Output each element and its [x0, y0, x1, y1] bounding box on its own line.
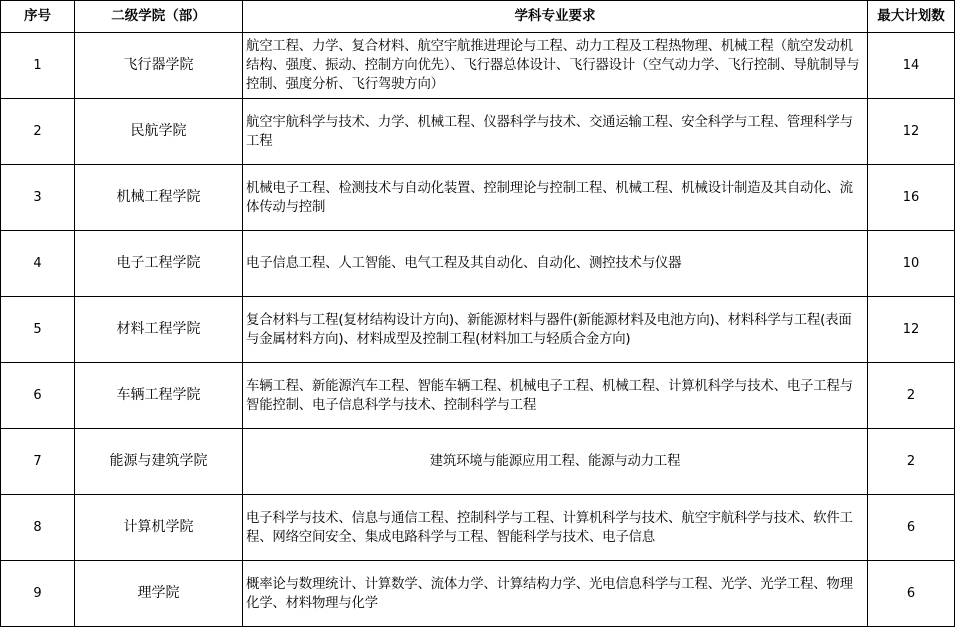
row-requirement: 车辆工程、新能源汽车工程、智能车辆工程、机械电子工程、机械工程、计算机科学与技术、电子工程与智能控制、电子信息科学与技术、控制科学与工程 [243, 363, 868, 429]
row-college: 电子工程学院 [75, 231, 243, 297]
row-serial-number: 2 [1, 99, 75, 165]
row-max-plan: 12 [868, 297, 955, 363]
row-requirement: 复合材料与工程(复材结构设计方向)、新能源材料与器件(新能源材料及电池方向)、材料科学与工程(表面与金属材料方向)、材料成型及控制工程(材料加工与轻质合金方向) [243, 297, 868, 363]
table-row [1, 363, 955, 429]
table-row [1, 297, 955, 363]
row-max-plan: 14 [868, 33, 955, 99]
row-serial-number: 8 [1, 495, 75, 561]
row-max-plan: 10 [868, 231, 955, 297]
row-requirement: 航空工程、力学、复合材料、航空宇航推进理论与工程、动力工程及工程热物理、机械工程（航空发动机结构、强度、振动、控制方向优先）、飞行器总体设计、飞行器设计（空气动力学、飞行控制、导航制导与控制、强度分析、飞行驾驶方向） [243, 33, 868, 99]
row-college: 材料工程学院 [75, 297, 243, 363]
row-requirement: 航空宇航科学与技术、力学、机械工程、仪器科学与技术、交通运输工程、安全科学与工程、管理科学与工程 [243, 99, 868, 165]
row-max-plan: 2 [868, 363, 955, 429]
row-college: 车辆工程学院 [75, 363, 243, 429]
row-college: 飞行器学院 [75, 33, 243, 99]
table-row [1, 231, 955, 297]
table-row [1, 165, 955, 231]
table-row [1, 429, 955, 495]
row-serial-number: 1 [1, 33, 75, 99]
row-college: 民航学院 [75, 99, 243, 165]
table-row [1, 33, 955, 99]
row-requirement: 电子科学与技术、信息与通信工程、控制科学与工程、计算机科学与技术、航空宇航科学与技术、软件工程、网络空间安全、集成电路科学与工程、智能科学与技术、电子信息 [243, 495, 868, 561]
header-max-plan: 最大计划数 [868, 1, 955, 33]
row-max-plan: 12 [868, 99, 955, 165]
row-requirement: 电子信息工程、人工智能、电气工程及其自动化、自动化、测控技术与仪器 [243, 231, 868, 297]
row-serial-number: 4 [1, 231, 75, 297]
row-max-plan: 6 [868, 495, 955, 561]
header-row [1, 1, 955, 33]
row-serial-number: 5 [1, 297, 75, 363]
row-requirement: 概率论与数理统计、计算数学、流体力学、计算结构力学、光电信息科学与工程、光学、光学工程、物理化学、材料物理与化学 [243, 561, 868, 627]
row-serial-number: 7 [1, 429, 75, 495]
row-college: 计算机学院 [75, 495, 243, 561]
header-college: 二级学院（部） [75, 1, 243, 33]
row-college: 机械工程学院 [75, 165, 243, 231]
row-serial-number: 3 [1, 165, 75, 231]
row-college: 能源与建筑学院 [75, 429, 243, 495]
row-serial-number: 9 [1, 561, 75, 627]
row-max-plan: 16 [868, 165, 955, 231]
table-row [1, 561, 955, 627]
table-row [1, 495, 955, 561]
row-max-plan: 2 [868, 429, 955, 495]
row-requirement: 建筑环境与能源应用工程、能源与动力工程 [243, 429, 868, 495]
row-max-plan: 6 [868, 561, 955, 627]
header-discipline-requirement: 学科专业要求 [243, 1, 868, 33]
row-serial-number: 6 [1, 363, 75, 429]
row-college: 理学院 [75, 561, 243, 627]
header-serial-number: 序号 [1, 1, 75, 33]
row-requirement: 机械电子工程、检测技术与自动化装置、控制理论与控制工程、机械工程、机械设计制造及其自动化、流体传动与控制 [243, 165, 868, 231]
table-row [1, 99, 955, 165]
